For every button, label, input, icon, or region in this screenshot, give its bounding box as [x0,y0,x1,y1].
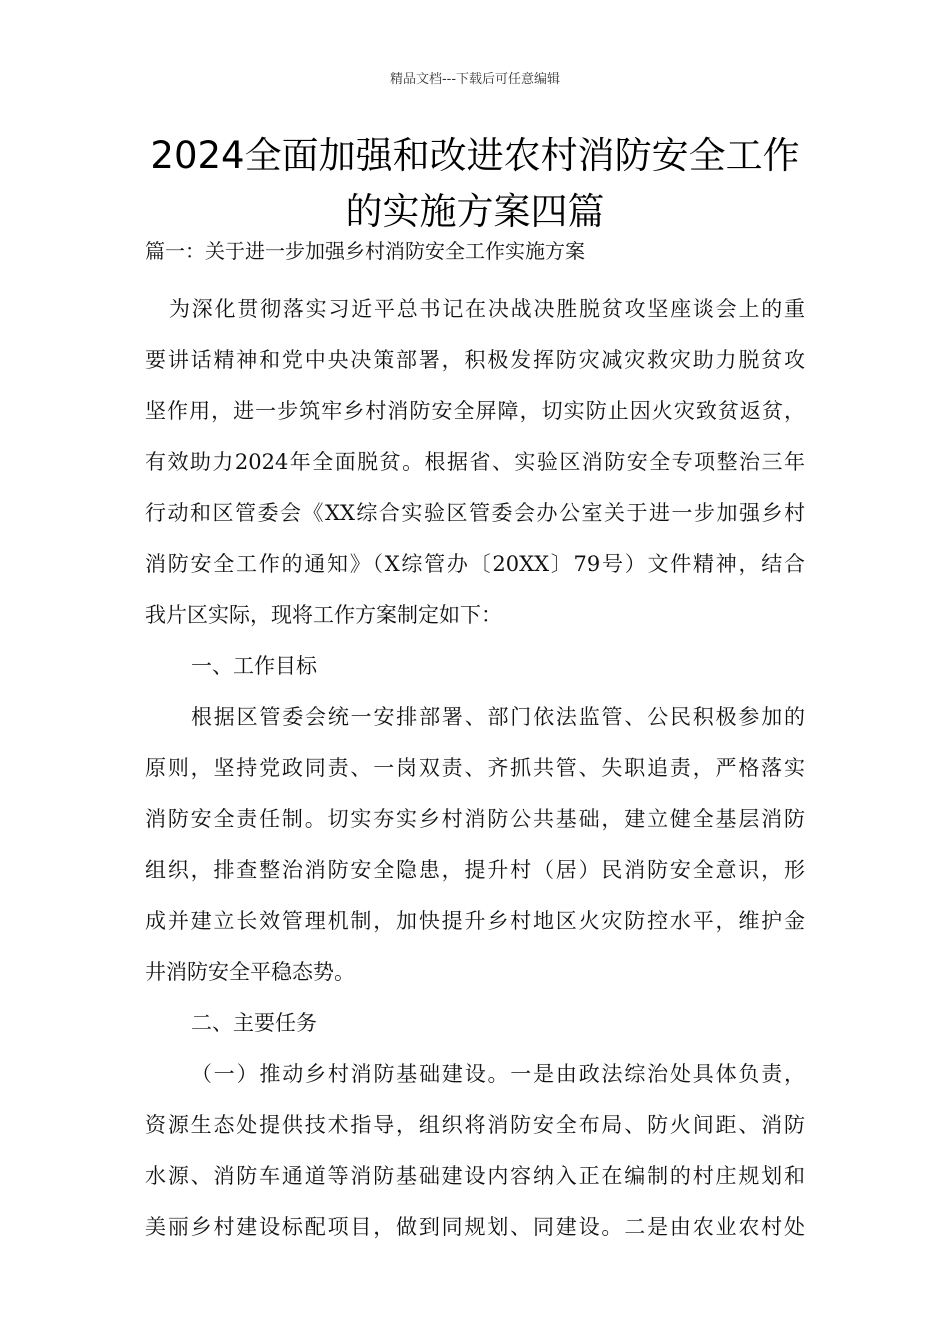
section-title: 篇一：关于进一步加强乡村消防安全工作实施方案 [145,239,585,263]
paragraph-line: 水源、消防车通道等消防基础建设内容纳入正在编制的村庄规划和 [145,1164,805,1188]
task-paragraph [145,1049,805,1253]
paragraph-line: 为深化贯彻落实习近平总书记在决战决胜脱贫攻坚座谈会上的重 [169,297,805,321]
paragraph-line: 井消防安全平稳态势。 [145,960,355,984]
document-title [120,128,830,240]
intro-paragraph [145,284,805,641]
heading-main-tasks: 二、主要任务 [191,1011,317,1035]
paragraph-line: 根据区管委会统一安排部署、部门依法监管、公民积极参加的 [191,705,805,729]
heading-work-goals: 一、工作目标 [191,654,317,678]
paragraph-line: 消防安全工作的通知》（X综管办〔20XX〕79号）文件精神，结合 [145,552,805,576]
title-line-1: 2024全面加强和改进农村消防安全工作 [150,134,800,177]
paragraph-line: 行动和区管委会《XX综合实验区管委会办公室关于进一步加强乡村 [145,501,805,525]
document-body [145,284,805,1253]
paragraph-line: 美丽乡村建设标配项目，做到同规划、同建设。二是由农业农村处 [145,1215,805,1239]
paragraph-line: 组织，排查整治消防安全隐患，提升村（居）民消防安全意识，形 [145,858,805,882]
paragraph-line: 坚作用，进一步筑牢乡村消防安全屏障，切实防止因火灾致贫返贫， [145,399,805,423]
paragraph-line: 原则，坚持党政同责、一岗双责、齐抓共管、失职追责，严格落实 [145,756,805,780]
paragraph-line: 要讲话精神和党中央决策部署，积极发挥防灾减灾救灾助力脱贫攻 [145,348,805,372]
title-line-2: 的实施方案四篇 [345,190,605,233]
paragraph-line: 成并建立长效管理机制，加快提升乡村地区火灾防控水平，维护金 [145,909,805,933]
paragraph-line: 我片区实际，现将工作方案制定如下： [145,603,502,627]
paragraph-line: 有效助力2024年全面脱贫。根据省、实验区消防安全专项整治三年 [145,450,805,474]
header-note: 精品文档---下载后可任意编辑 [389,72,561,87]
paragraph-line: 资源生态处提供技术指导，组织将消防安全布局、防火间距、消防 [145,1113,805,1137]
paragraph-line: （一）推动乡村消防基础建设。一是由政法综治处具体负责， [191,1062,805,1086]
goal-paragraph [145,692,805,998]
paragraph-line: 消防安全责任制。切实夯实乡村消防公共基础，建立健全基层消防 [145,807,805,831]
